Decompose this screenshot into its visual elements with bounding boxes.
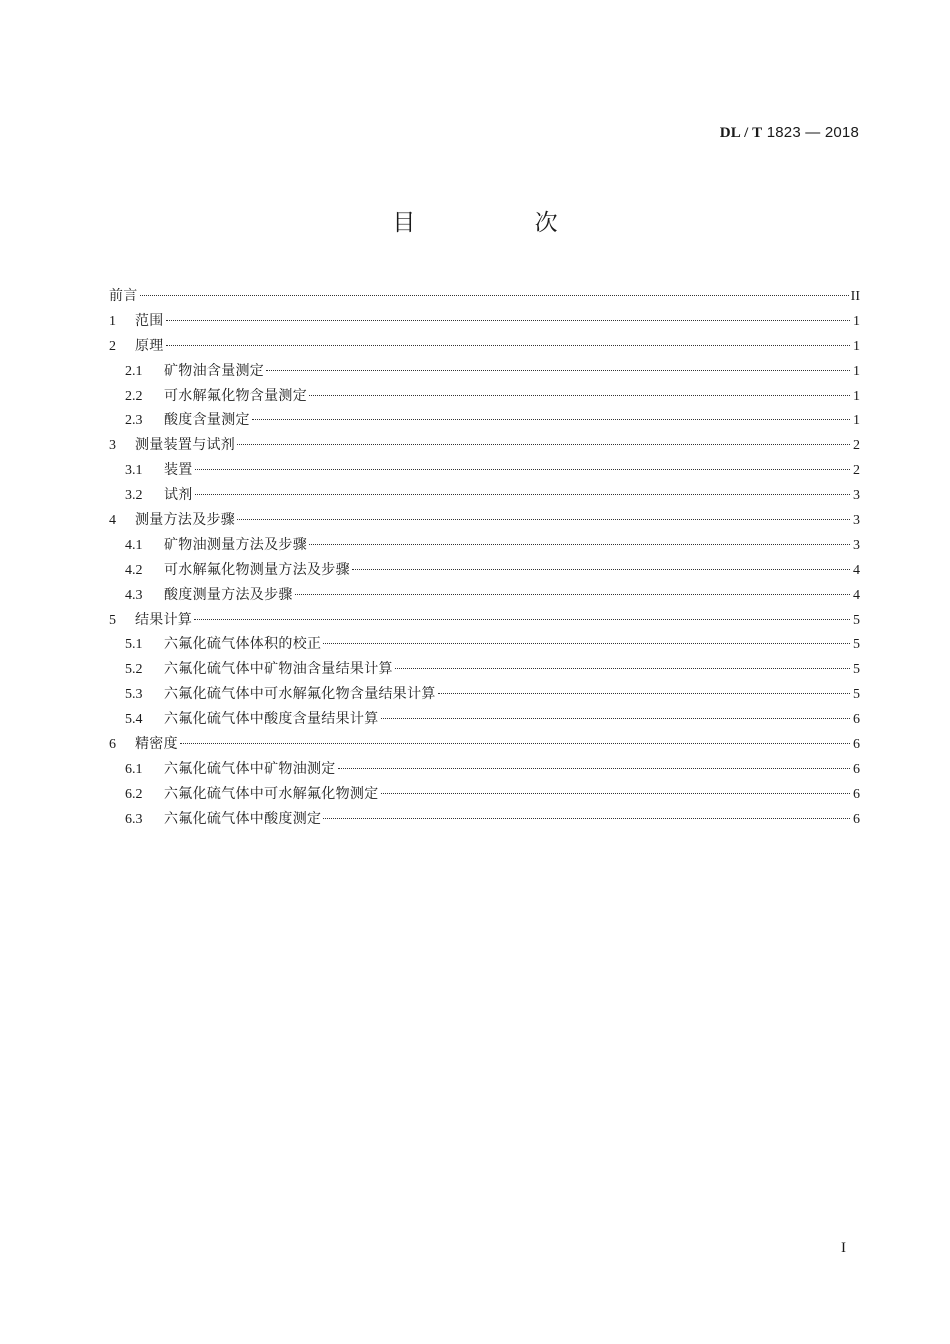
toc-entry[interactable] (109, 309, 860, 334)
toc-entry-label: 前言 (109, 288, 138, 304)
page-title: 目 次 (392, 210, 614, 236)
toc-entry-page: 1 (853, 363, 860, 379)
toc-entry-number: 5.4 (125, 712, 143, 728)
toc-entry-label: 酸度测量方法及步骤 (164, 586, 293, 603)
toc-dot-leader (323, 642, 850, 644)
toc-entry-label: 矿物油含量测定 (164, 362, 265, 379)
toc-entry-page: 3 (853, 488, 860, 504)
toc-dot-leader (381, 717, 851, 719)
toc-entry[interactable] (109, 483, 860, 508)
toc-entry-number: 4.3 (125, 587, 143, 603)
toc-entry-page: 6 (853, 786, 860, 802)
toc-entry-number: 6.1 (125, 761, 143, 777)
toc-entry-label: 装置 (164, 462, 193, 479)
toc-entry-page: 1 (853, 388, 860, 404)
toc-entry[interactable] (109, 807, 860, 832)
toc-entry-label: 六氟化硫气体中矿物油测定 (164, 760, 336, 777)
toc-entry[interactable] (109, 334, 860, 359)
toc-entry[interactable] (109, 533, 860, 558)
toc-dot-leader (195, 493, 850, 495)
toc-entry-number: 5 (109, 612, 116, 628)
page-number: I (841, 1240, 846, 1256)
toc-entry-page: 3 (853, 537, 860, 553)
toc-dot-leader (166, 319, 850, 321)
toc-dot-leader (180, 742, 850, 744)
toc-entry-number: 5.3 (125, 687, 143, 703)
toc-entry-page: 2 (853, 438, 860, 454)
toc-entry[interactable] (109, 384, 860, 409)
toc-dot-leader (266, 369, 850, 371)
toc-dot-leader (395, 667, 850, 669)
toc-dot-leader (338, 767, 850, 769)
toc-entry[interactable] (109, 632, 860, 657)
toc-entry-number: 4.2 (125, 562, 143, 578)
toc-entry-label: 试剂 (164, 487, 193, 504)
toc-entry[interactable] (109, 732, 860, 757)
toc-entry-page: 6 (853, 712, 860, 728)
toc-entry-page: II (850, 289, 860, 304)
toc-entry-number: 6.3 (125, 811, 143, 827)
toc-dot-leader (381, 792, 851, 794)
toc-entry[interactable] (109, 433, 860, 458)
toc-entry-number: 1 (109, 313, 116, 329)
toc-entry-label: 六氟化硫气体体积的校正 (164, 636, 322, 653)
toc-entry-page: 6 (853, 811, 860, 827)
toc-entry[interactable] (109, 682, 860, 707)
table-of-contents (109, 284, 860, 832)
toc-entry[interactable] (109, 608, 860, 633)
toc-entry-label: 六氟化硫气体中酸度含量结果计算 (164, 711, 379, 728)
toc-entry-number: 3.2 (125, 488, 143, 504)
standard-code (720, 124, 859, 142)
toc-entry-label: 可水解氟化物含量测定 (164, 387, 307, 404)
toc-entry-number: 5.2 (125, 662, 143, 678)
toc-entry-label: 精密度 (135, 736, 178, 753)
toc-dot-leader (140, 294, 849, 296)
toc-entry-page: 6 (853, 737, 860, 753)
toc-entry[interactable] (109, 757, 860, 782)
toc-entry[interactable] (109, 707, 860, 732)
toc-dot-leader (194, 618, 850, 620)
toc-entry[interactable] (109, 508, 860, 533)
toc-dot-leader (438, 692, 850, 694)
toc-entry[interactable] (109, 408, 860, 433)
toc-entry-page: 5 (853, 637, 860, 653)
toc-entry[interactable] (109, 782, 860, 807)
toc-entry-label: 结果计算 (135, 611, 193, 628)
toc-entry-page: 5 (853, 687, 860, 703)
toc-entry-number: 2.2 (125, 388, 143, 404)
toc-entry-label: 酸度含量测定 (164, 412, 250, 429)
toc-entry[interactable] (109, 359, 860, 384)
toc-dot-leader (295, 593, 850, 595)
toc-dot-leader (323, 817, 850, 819)
toc-entry-page: 2 (853, 463, 860, 479)
toc-dot-leader (309, 543, 850, 545)
standard-prefix: DL / T (719, 125, 763, 141)
standard-number: 1823 — 2018 (766, 124, 859, 141)
toc-entry-page: 1 (853, 413, 860, 429)
toc-dot-leader (252, 418, 850, 420)
toc-entry-label: 矿物油测量方法及步骤 (164, 536, 307, 553)
toc-dot-leader (309, 394, 850, 396)
toc-entry[interactable] (109, 583, 860, 608)
toc-entry-number: 6 (109, 737, 116, 753)
toc-entry-number: 4 (109, 513, 116, 529)
toc-entry-label: 六氟化硫气体中酸度测定 (164, 810, 322, 827)
toc-entry-page: 5 (853, 662, 860, 678)
toc-entry-page: 3 (853, 513, 860, 529)
toc-entry-page: 4 (853, 562, 860, 578)
toc-entry-label: 原理 (135, 337, 164, 354)
toc-entry-number: 5.1 (125, 637, 143, 653)
toc-entry-number: 3.1 (125, 463, 143, 479)
toc-entry-label: 六氟化硫气体中矿物油含量结果计算 (164, 661, 393, 678)
toc-entry-page: 4 (853, 587, 860, 603)
toc-entry-number: 2.1 (125, 363, 143, 379)
toc-dot-leader (237, 443, 850, 445)
toc-entry-label: 范围 (135, 312, 164, 329)
toc-entry[interactable] (109, 657, 860, 682)
toc-entry-number: 4.1 (125, 537, 143, 553)
toc-dot-leader (237, 518, 850, 520)
toc-entry-page: 6 (853, 761, 860, 777)
toc-entry[interactable] (109, 284, 860, 309)
toc-entry-label: 测量装置与试剂 (135, 437, 236, 454)
toc-dot-leader (352, 568, 850, 570)
toc-entry-label: 可水解氟化物测量方法及步骤 (164, 561, 350, 578)
toc-entry-label: 六氟化硫气体中可水解氟化物测定 (164, 785, 379, 802)
toc-entry-label: 测量方法及步骤 (135, 512, 236, 529)
toc-entry-number: 6.2 (125, 786, 143, 802)
toc-entry-page: 5 (853, 612, 860, 628)
toc-entry-page: 1 (853, 338, 860, 354)
toc-dot-leader (166, 344, 850, 346)
toc-dot-leader (195, 468, 850, 470)
toc-entry-number: 3 (109, 438, 116, 454)
toc-entry-page: 1 (853, 313, 860, 329)
toc-entry-label: 六氟化硫气体中可水解氟化物含量结果计算 (164, 686, 436, 703)
toc-entry[interactable] (109, 458, 860, 483)
toc-entry[interactable] (109, 558, 860, 583)
toc-entry-number: 2 (109, 338, 116, 354)
toc-entry-number: 2.3 (125, 413, 143, 429)
